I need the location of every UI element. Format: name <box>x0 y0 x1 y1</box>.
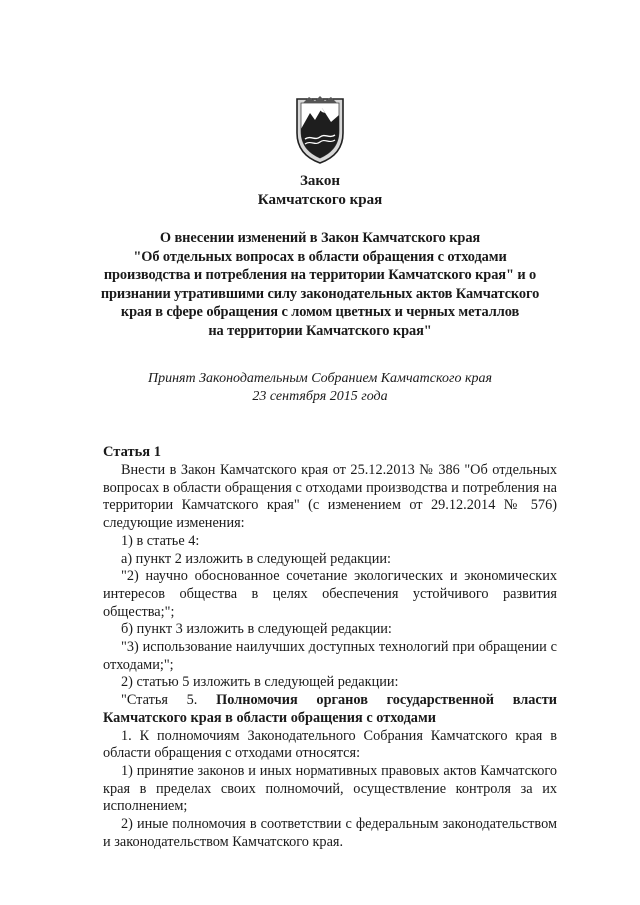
adoption-date: 23 сентября 2015 года <box>252 389 388 404</box>
article5-prefix: "Статья 5. <box>121 692 198 709</box>
law-heading-line1: Закон <box>299 173 340 189</box>
law-title-line: края в сфере обращения с ломом цветных и черных металлов <box>120 304 520 321</box>
article-heading: Статья 1 <box>103 444 161 460</box>
paragraph: 1) принятие законов и иных нормативных правовых актов Камчатского края в пределах своих полномочий, осуществление контроля за их исполнением; <box>103 762 557 815</box>
paragraph: 1) в статье 4: <box>121 532 200 549</box>
law-title-line: "Об отдельных вопросах в области обращения с отходами <box>133 248 507 265</box>
law-title-line: признании утратившими силу законодательных актов Камчатского <box>100 285 540 302</box>
article-body <box>103 462 557 851</box>
article5-title: Полномочия органов государственной власти Камчатского края в области обращения с отходами <box>103 692 558 726</box>
law-title <box>60 229 580 341</box>
paragraph: а) пункт 2 изложить в следующей редакции: <box>121 550 391 567</box>
paragraph-article5-heading <box>103 692 557 727</box>
paragraph: б) пункт 3 изложить в следующей редакции: <box>121 621 392 638</box>
kamchatka-coat-of-arms-icon <box>293 95 347 165</box>
paragraph: "2) научно обоснованное сочетание экологических и экономических интересов общества в целях обеспечения устойчивого развития общества;"; <box>103 568 557 620</box>
adoption-body: Принят Законодательным Собранием Камчатского края <box>147 371 493 386</box>
paragraph: 2) статью 5 изложить в следующей редакции: <box>121 674 399 691</box>
paragraph: "3) использование наилучших доступных технологий при обращении с отходами;"; <box>103 639 557 673</box>
paragraph: 1. К полномочиям Законодательного Собрания Камчатского края в области обращения с отходами относятся: <box>103 727 557 762</box>
paragraph: 2) иные полномочия в соответствии с федеральным законодательством и законодательством Камчатского края. <box>103 816 557 850</box>
law-title-line: производства и потребления на территории Камчатского края" и о <box>103 267 537 284</box>
law-title-line: на территории Камчатского края" <box>208 322 432 339</box>
law-heading <box>60 172 580 210</box>
law-title-line: О внесении изменений в Закон Камчатского края <box>159 230 481 246</box>
law-heading-line2: Камчатского края <box>257 192 383 208</box>
paragraph: Внести в Закон Камчатского края от 25.12.2013 № 386 "Об отдельных вопросах в области обращения с отходами производства и потребления на территории Камчатского края" (с изменением от 29.12.2014 № 576) следующие изменения: <box>103 462 557 532</box>
adoption-note <box>60 370 580 406</box>
